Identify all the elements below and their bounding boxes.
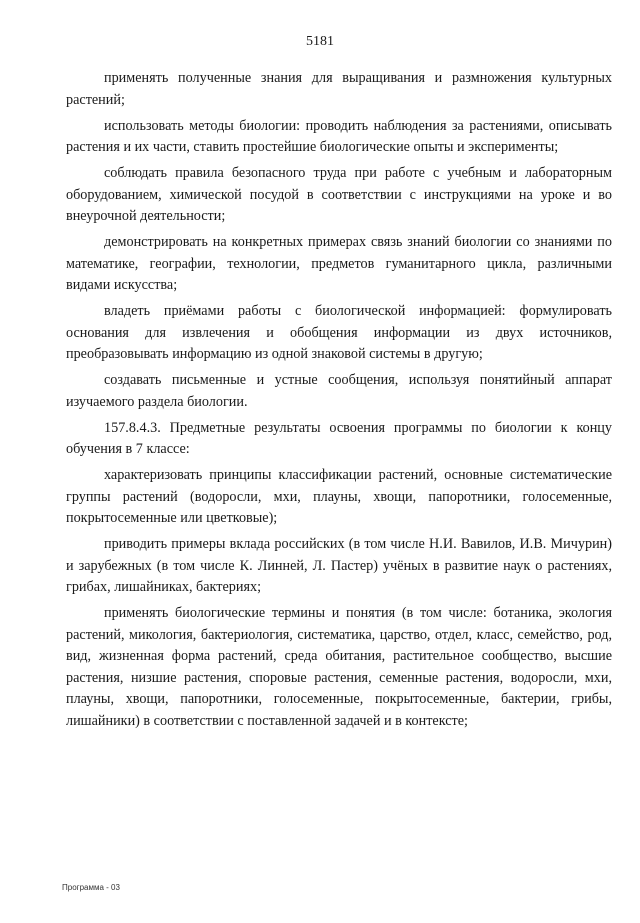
paragraph: соблюдать правила безопасного труда при работе с учебным и лабораторным оборудованием, химической посудой в соответствии с инструкциями на уроке и во внеурочной деятельности; — [66, 165, 612, 224]
footer-label: Программа - 03 — [62, 883, 120, 892]
paragraph: создавать письменные и устные сообщения, используя понятийный аппарат изучаемого раздела биологии. — [66, 372, 612, 410]
paragraph: приводить примеры вклада российских (в том числе Н.И. Вавилов, И.В. Мичурин) и зарубежных (в том числе К. Линней, Л. Пастер) учёных в развитие наук о растениях, грибах, лишайниках, бактериях; — [66, 536, 612, 595]
paragraph: использовать методы биологии: проводить наблюдения за растениями, описывать растения и их части, ставить простейшие биологические опыты и эксперименты; — [66, 117, 612, 155]
paragraph: применять полученные знания для выращивания и размножения культурных растений; — [66, 70, 612, 108]
page-number: 5181 — [306, 34, 334, 49]
section-heading-paragraph: 157.8.4.3. Предметные результаты освоения программы по биологии к концу обучения в 7 классе: — [66, 419, 612, 457]
paragraph: характеризовать принципы классификации растений, основные систематические группы растений (водоросли, мхи, плауны, хвощи, папоротники, голосеменные, покрытосеменные или цветковые); — [66, 467, 612, 526]
paragraph: демонстрировать на конкретных примерах связь знаний биологии со знаниями по математике, географии, технологии, предметов гуманитарного цикла, различными видами искусства; — [66, 234, 612, 293]
paragraph: владеть приёмами работы с биологической информацией: формулировать основания для извлечения и обобщения информации из двух источников, преобразовывать информацию из одной знаковой системы в другую; — [66, 303, 612, 362]
body-text — [66, 68, 612, 737]
paragraph: применять биологические термины и понятия (в том числе: ботаника, экология растений, микология, бактериология, систематика, царство, отдел, класс, семейство, род, вид, жизненная форма растений, среда обитания, растительное сообщество, высшие растения, низшие растения, споровые растения, семенные растения, водоросли, мхи, плауны, хвощи, папоротники, голосеменные, покрытосеменные, бактерии, грибы, лишайники) в соответствии с поставленной задачей и в контексте; — [66, 605, 612, 729]
